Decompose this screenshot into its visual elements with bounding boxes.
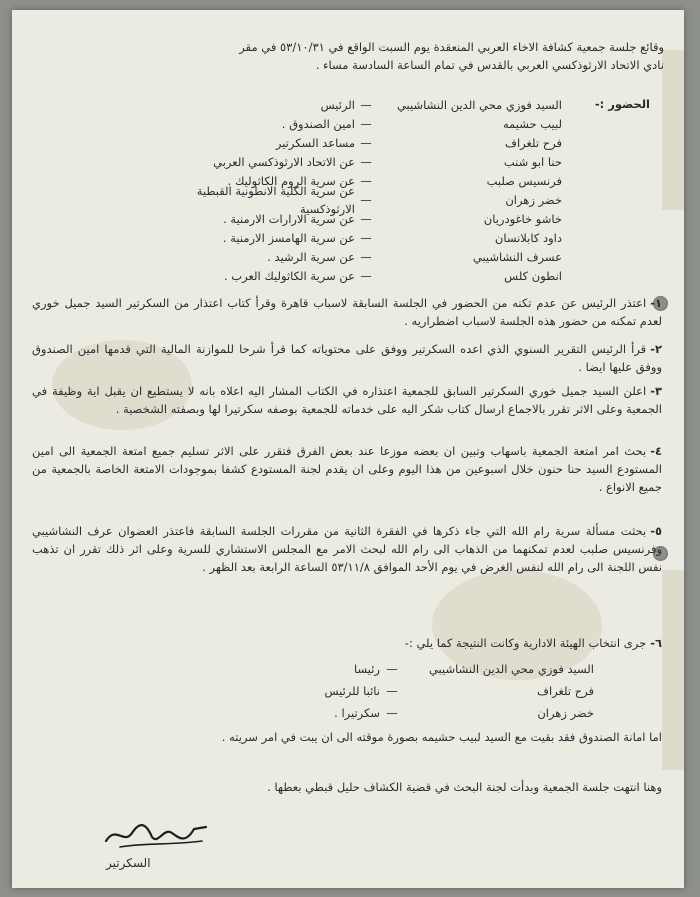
elected-row: فرح تلغراف — نائبا للرئيس — [324, 684, 594, 698]
attendee-row: فرنسيس صلبب — عن سرية الروم الكاثوليك . — [142, 171, 562, 190]
point-text: قرأ الرئيس التقرير السنوي الذي اعده السكرتير ووفق على محتوياته كما قرأ شرحا للموازنة المالية التي قدمها امين الصندوق ووفق عليها ايضا . — [32, 342, 662, 374]
attendee-role: عن سرية الرشيد . — [267, 249, 355, 264]
attendee-role: عن سرية الكاثوليك العرب . — [223, 268, 355, 283]
elected-row: خضر زهران — سكرتيرا . — [334, 706, 594, 720]
minutes-point — [32, 522, 662, 576]
point-number: ٤- — [650, 444, 662, 458]
minutes-point — [32, 442, 662, 496]
attendee-role: عن سرية الكلية الانطونية القبطية الارثوذكسية — [196, 183, 355, 216]
attendee-name: فرنسيس صلبب — [486, 173, 562, 188]
point-text: جرى انتخاب الهيئة الادارية وكانت النتيجة كما يلي :- — [404, 636, 647, 650]
attendee-role: عن الاتحاد الارثوذكسي العربي — [213, 154, 355, 169]
attendee-role: الرئيس — [320, 97, 355, 112]
document-body — [12, 10, 684, 888]
attendee-row: لبيب حشيمه — امين الصندوق . — [142, 114, 562, 133]
attendance-label: الحضور :- — [594, 97, 650, 111]
attendee-name: عسرف النشاشيبي — [472, 249, 562, 264]
intro — [30, 38, 664, 74]
point-number: ٦- — [650, 636, 662, 650]
attendee-name: حنا ابو شنب — [503, 154, 562, 169]
attendee-name: لبيب حشيمه — [502, 116, 562, 131]
elected-role: رئيسا — [354, 662, 380, 676]
attendee-row: داود كابلانسان — عن سرية الهامسز الارمنية . — [142, 228, 562, 247]
attendee-name: انطون كلس — [504, 268, 562, 283]
document-page — [12, 10, 684, 888]
attendee-role: مساعد السكرتير — [275, 135, 355, 150]
signature-role: السكرتير — [106, 856, 151, 870]
closing-note: وهنا انتهت جلسة الجمعية وبدأت لجنة البحث في قضية الكشاف حليل قبطي بعطها . — [267, 780, 662, 794]
elected-name: فرح تلغراف — [537, 684, 594, 698]
attendee-row: خاشو خاغودريان — عن سرية الارارات الارمنية . — [142, 209, 562, 228]
point-number: ٢- — [650, 342, 662, 356]
point-number: ١- — [650, 296, 662, 310]
attendee-row: خضر زهران — عن سرية الكلية الانطونية القبطية الارثوذكسية — [142, 190, 562, 209]
attendee-row: حنا ابو شنب — عن الاتحاد الارثوذكسي العربي — [142, 152, 562, 171]
elected-name: السيد فوزي محي الدين النشاشيبي — [428, 662, 594, 676]
elected-role: نائبا للرئيس — [324, 684, 380, 698]
treasury-note: اما امانة الصندوق فقد بقيت مع السيد لبيب حشيمه بصورة موقته الى ان يبت في امر سريته . — [221, 730, 662, 744]
attendee-role: عن سرية الارارات الارمنية . — [223, 211, 355, 226]
attendee-row: فرح تلغراف — مساعد السكرتير — [142, 133, 562, 152]
attendee-row: انطون كلس — عن سرية الكاثوليك العرب . — [142, 266, 562, 285]
minutes-point — [32, 382, 662, 418]
elected-row: السيد فوزي محي الدين النشاشيبي — رئيسا — [354, 662, 594, 676]
attendee-name: خضر زهران — [505, 192, 562, 207]
point-text: اعلن السيد جميل خوري السكرتير السابق للجمعية اعتذاره في الكتاب المشار اليه اعلاه بانه لا يستطيع ان يقبل اية وظيفة في الجمعية وعلى الاثر تقرر بالاجماع ارسال كتاب شكر اليه على خدماته للجمعية بوصفه سكرتيرا لها وبصفته الشخصية . — [32, 384, 662, 416]
intro-line-2: نادي الاتحاد الارثوذكسي العربي بالقدس في تمام الساعة السادسة مساء . — [315, 58, 664, 72]
attendee-role: امين الصندوق . — [281, 116, 355, 131]
elected-role: سكرتيرا . — [334, 706, 380, 720]
minutes-point — [32, 634, 662, 652]
point-number: ٣- — [650, 384, 662, 398]
point-text: بحثت مسألة سرية رام الله التي جاء ذكرها في الفقرة الثانية من مقررات الجلسة السابقة فاعتذر العضوان عرف النشاشيبي وفرنسيس صلبب لعدم تمكنهما من الذهاب الى رام الله لبحث الامر مع المجلس الاستشاري للسرية وعلى اثر ذلك تقرر ان تذهب نفس اللجنة الى رام الله لنفس الغرض في يوم الأحد الموافق ٥٣/١١/٨ الساعة الرابعة بعد الظهر . — [32, 524, 662, 574]
attendance-list — [142, 95, 562, 285]
attendee-role: عن سرية الهامسز الارمنية . — [222, 230, 355, 245]
handwritten-signature — [102, 815, 212, 855]
attendee-row: السيد فوزي محي الدين النشاشيبي — الرئيس — [142, 95, 562, 114]
elected-board-list — [234, 658, 594, 724]
minutes-point — [32, 340, 662, 376]
attendee-role: عن سرية الروم الكاثوليك . — [227, 173, 355, 188]
point-text: اعتذر الرئيس عن عدم تكنه من الحضور في الجلسة السابقة لاسباب قاهرة وقرأ كتاب اعتذار من السكرتير السيد جميل خوري لعدم تمكنه من حضور هذه الجلسة لاسباب اضطراريه . — [32, 296, 662, 328]
attendee-name: خاشو خاغودريان — [483, 211, 562, 226]
point-number: ٥- — [650, 524, 662, 538]
minutes-point — [32, 294, 662, 330]
attendee-name: فرح تلغراف — [505, 135, 562, 150]
attendee-name: السيد فوزي محي الدين النشاشيبي — [396, 97, 562, 112]
intro-line-1: وقائع جلسة جمعية كشافة الاخاء العربي المنعقدة يوم السبت الواقع في ٥٣/١٠/٣١ في مقر — [239, 40, 664, 54]
attendee-name: داود كابلانسان — [494, 230, 562, 245]
elected-name: خضر زهران — [537, 706, 594, 720]
point-text: بحث امر امتعة الجمعية باسهاب وتبين ان بعضه موزعا عند بعض الفرق فتقرر على الاثر تسليم جميع امتعة الجمعية الى امين المستودع السيد حنا حنون خلال اسبوعين من هذا اليوم وعلى ان يقدم لجنة المستودع كشفا بموجودات الامتعة الخاصة بالجمعية من جميع الانواع . — [32, 444, 662, 494]
attendee-row: عسرف النشاشيبي — عن سرية الرشيد . — [142, 247, 562, 266]
